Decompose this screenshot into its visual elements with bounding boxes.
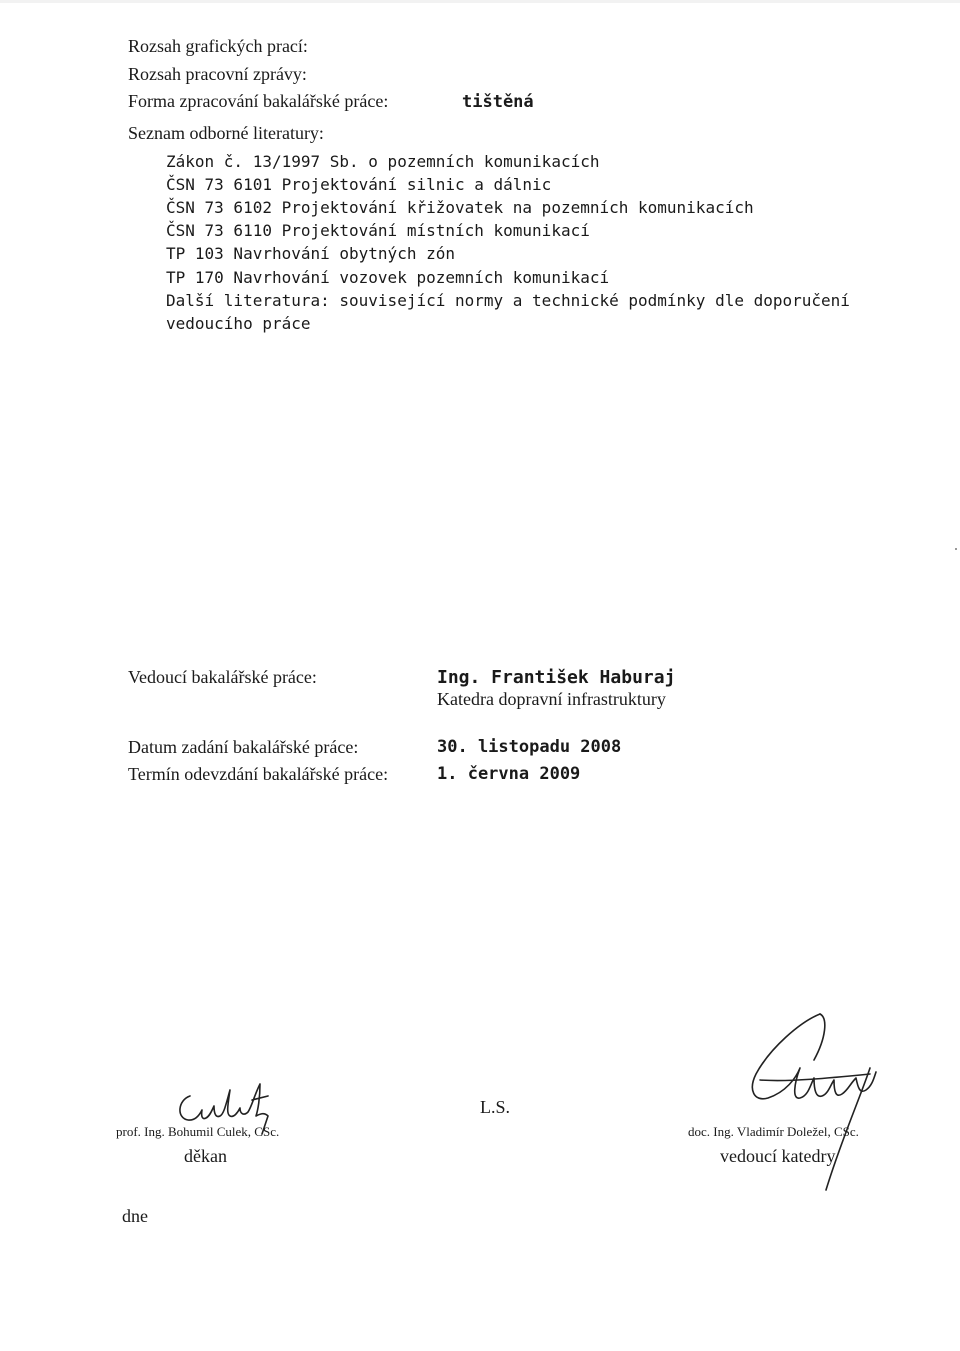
rozsah-pracovni-label: Rozsah pracovní zprávy:	[128, 64, 307, 84]
head-name: doc. Ing. Vladimír Doležel, CSc.	[688, 1124, 859, 1139]
literature-item: Zákon č. 13/1997 Sb. o pozemních komunikacích	[166, 152, 600, 171]
assigned-date-label: Datum zadání bakalářské práce:	[128, 737, 359, 757]
assigned-date-value: 30. listopadu 2008	[437, 737, 622, 757]
deadline-value: 1. června 2009	[437, 764, 581, 784]
dne-label: dne	[122, 1206, 148, 1226]
head-signature	[730, 1008, 890, 1198]
supervisor-name: Ing. František Haburaj	[437, 667, 676, 688]
seznam-literatury-label: Seznam odborné literatury:	[128, 123, 324, 143]
literature-item: TP 170 Navrhování vozovek pozemních komunikací	[166, 268, 610, 287]
supervisor-department: Katedra dopravní infrastruktury	[437, 689, 666, 709]
literature-item: ČSN 73 6110 Projektování místních komunikací	[166, 221, 590, 240]
deadline-label: Termín odevzdání bakalářské práce:	[128, 764, 389, 784]
literature-item: ČSN 73 6101 Projektování silnic a dálnic	[166, 175, 552, 194]
scan-edge	[0, 0, 960, 3]
dean-role: děkan	[184, 1146, 227, 1166]
forma-label: Forma zpracování bakalářské práce:	[128, 91, 389, 111]
supervisor-label: Vedoucí bakalářské práce:	[128, 667, 317, 687]
literature-item: Další literatura: související normy a technické podmínky dle doporučení	[166, 291, 850, 310]
head-role: vedoucí katedry	[720, 1146, 836, 1166]
literature-item: vedoucího práce	[166, 314, 311, 333]
rozsah-grafickych-label: Rozsah grafických prací:	[128, 36, 308, 56]
scan-speck	[955, 548, 957, 550]
literature-item: ČSN 73 6102 Projektování křižovatek na pozemních komunikacích	[166, 198, 754, 217]
forma-value: tištěná	[462, 92, 534, 112]
seal-label: L.S.	[480, 1097, 511, 1117]
literature-item: TP 103 Navrhování obytných zón	[166, 244, 455, 263]
dean-name: prof. Ing. Bohumil Culek, CSc.	[116, 1124, 280, 1139]
